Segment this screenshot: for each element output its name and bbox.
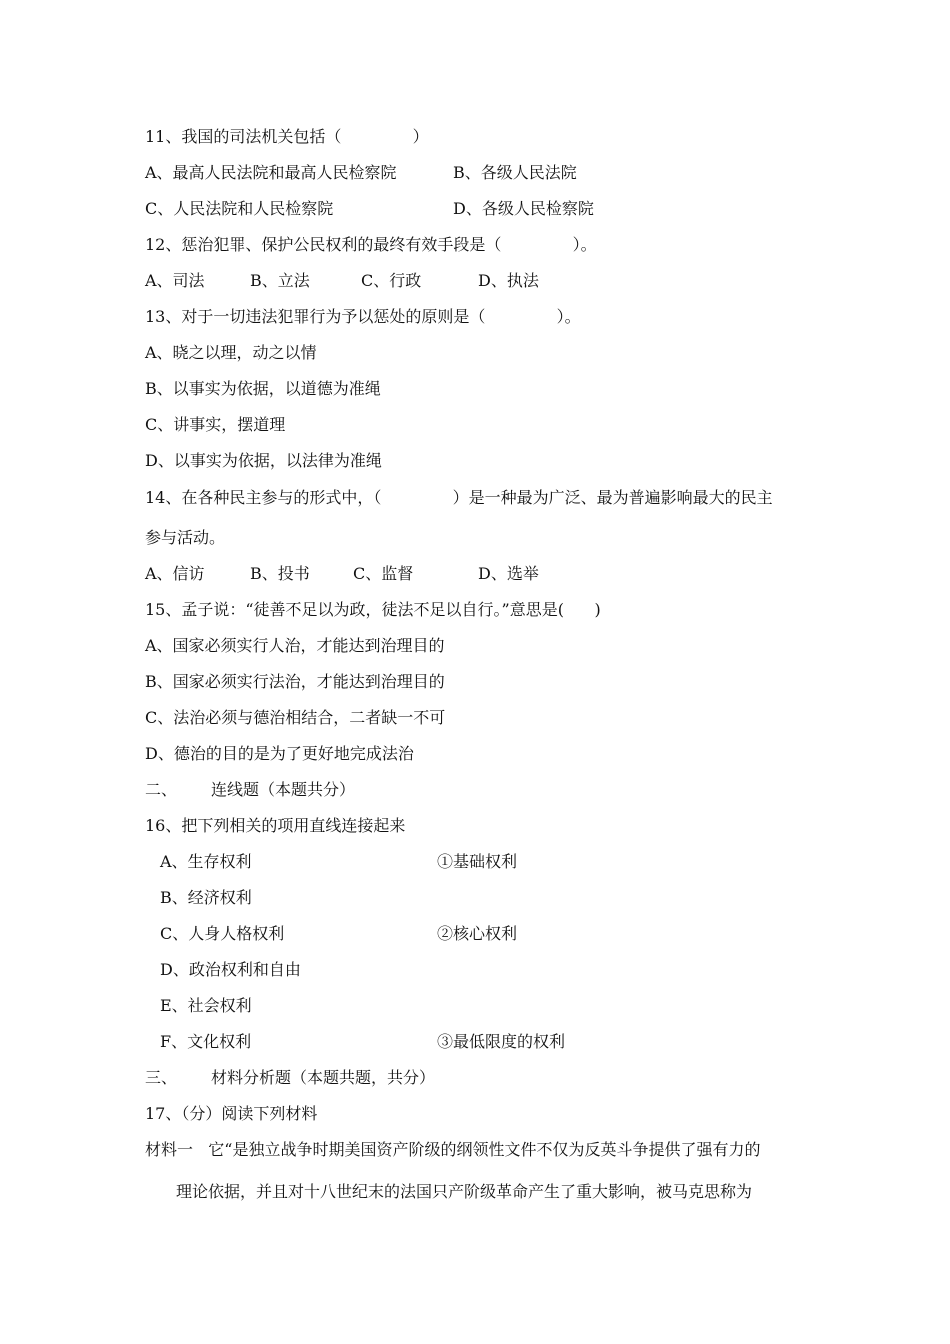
q11-option-c: C、人民法院和人民检察院 <box>145 199 334 218</box>
q12-option-d: D、执法 <box>478 271 539 290</box>
q12-option-c: C、行政 <box>361 271 422 290</box>
q16-right-item-3: ③最低限度的权利 <box>437 1032 566 1051</box>
q13-stem: 13、对于一切违法犯罪行为予以惩处的原则是（ ）。 <box>145 307 581 326</box>
q11-option-d: D、各级人民检察院 <box>453 199 594 218</box>
q12-option-a: A、司法 <box>145 271 205 290</box>
q16-left-item-f: F、文化权利 <box>160 1032 252 1051</box>
q16-left-item-a: A、生存权利 <box>160 852 252 871</box>
q17-material-line2: 理论依据，并且对十八世纪末的法国只产阶级革命产生了重大影响，被马克思称为 <box>176 1182 753 1201</box>
q13-option-c: C、讲事实，摆道理 <box>145 415 286 434</box>
section3-number: 三、 <box>145 1068 178 1087</box>
q14-option-a: A、信访 <box>145 564 205 583</box>
q15-option-a: A、国家必须实行人治，才能达到治理目的 <box>145 636 445 655</box>
q12-option-b: B、立法 <box>250 271 310 290</box>
q11-option-a: A、最高人民法院和最高人民检察院 <box>145 163 397 182</box>
q15-option-b: B、国家必须实行法治，才能达到治理目的 <box>145 672 445 691</box>
q16-left-item-c: C、人身人格权利 <box>160 924 285 943</box>
q13-option-b: B、以事实为依据，以道德为准绳 <box>145 379 381 398</box>
q16-stem: 16、把下列相关的项用直线连接起来 <box>145 816 406 835</box>
q14-option-c: C、监督 <box>353 564 414 583</box>
q12-stem: 12、惩治犯罪、保护公民权利的最终有效手段是（ ）。 <box>145 235 597 254</box>
q16-right-item-2: ②核心权利 <box>437 924 518 943</box>
q17-stem: 17、（分）阅读下列材料 <box>145 1104 318 1123</box>
q15-stem: 15、孟子说：“徒善不足以为政，徒法不足以自行。”意思是( ) <box>145 600 601 619</box>
section2-title: 连线题（本题共分） <box>211 780 356 799</box>
q15-option-d: D、德治的目的是为了更好地完成法治 <box>145 744 414 763</box>
q16-left-item-e: E、社会权利 <box>160 996 252 1015</box>
q13-option-a: A、晓之以理，动之以情 <box>145 343 317 362</box>
section3-title: 材料分析题（本题共题，共分） <box>211 1068 436 1087</box>
q14-stem-line1: 14、在各种民主参与的形式中，（ ）是一种最为广泛、最为普遍影响最大的民主 <box>145 488 773 507</box>
q16-left-item-b: B、经济权利 <box>160 888 252 907</box>
q14-option-d: D、选举 <box>478 564 539 583</box>
q11-option-b: B、各级人民法院 <box>453 163 577 182</box>
q14-option-b: B、投书 <box>250 564 310 583</box>
section2-number: 二、 <box>145 780 178 799</box>
q14-stem-line2: 参与活动。 <box>145 528 226 547</box>
q17-material-line1: 材料一 它“是独立战争时期美国资产阶级的纲领性文件不仅为反英斗争提供了强有力的 <box>145 1140 761 1159</box>
q13-option-d: D、以事实为依据，以法律为准绳 <box>145 451 382 470</box>
q11-stem: 11、我国的司法机关包括（ ） <box>145 127 429 146</box>
q15-option-c: C、法治必须与德治相结合，二者缺一不可 <box>145 708 446 727</box>
q16-left-item-d: D、政治权利和自由 <box>160 960 301 979</box>
q16-right-item-1: ①基础权利 <box>437 852 518 871</box>
